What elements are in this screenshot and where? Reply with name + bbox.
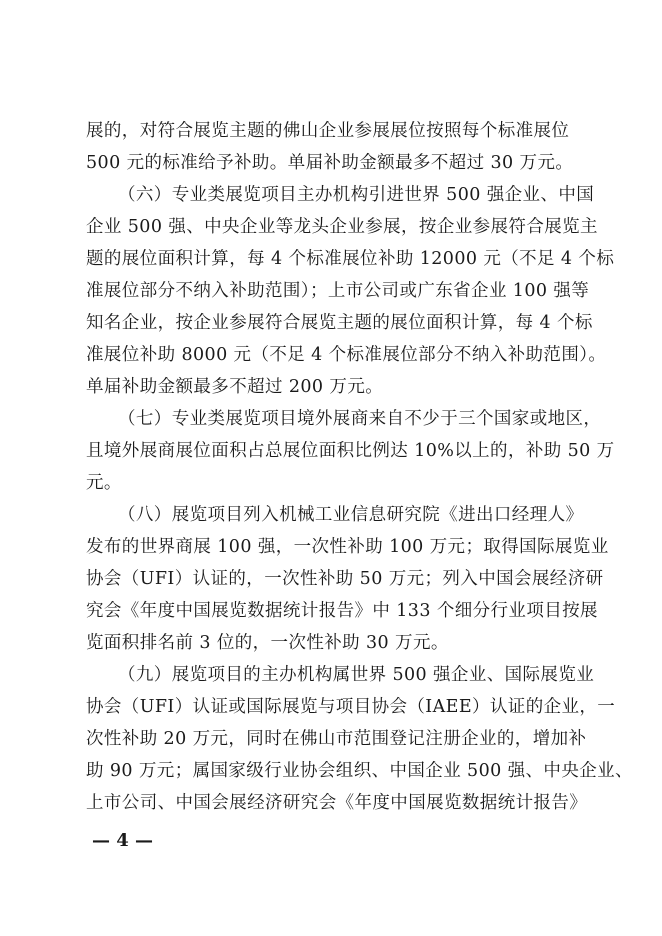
paragraph-line: 企业 500 强、中央企业等龙头企业参展，按企业参展符合展览主 [86,217,598,237]
paragraph-line: 单届补助金额最多不超过 200 万元。 [86,377,384,397]
paragraph-line: 元。 [86,473,122,493]
paragraph-line: 览面积排名前 3 位的，一次性补助 30 万元。 [86,633,449,653]
paragraph-line: （八）展览项目列入机械工业信息研究院《进出口经理人》 [118,505,584,525]
paragraph-line: （六）专业类展览项目主办机构引进世界 500 强企业、中国 [118,185,595,205]
paragraph-line: 知名企业，按企业参展符合展览主题的展位面积计算，每 4 个标 [86,313,593,333]
paragraph-line: 协会（UFI）认证的，一次性补助 50 万元；列入中国会展经济研 [86,569,604,589]
paragraph-line: 协会（UFI）认证或国际展览与项目协会（IAEE）认证的企业，一 [86,697,616,717]
paragraph-line: （九）展览项目的主办机构属世界 500 强企业、国际展览业 [118,665,595,685]
paragraph-line: 且境外展商展位面积占总展位面积比例达 10%以上的，补助 50 万 [86,441,615,461]
paragraph-line: 发布的世界商展 100 强，一次性补助 100 万元；取得国际展览业 [86,537,609,557]
paragraph-line: 上市公司、中国会展经济研究会《年度中国展览数据统计报告》 [86,793,588,813]
paragraph-line: 准展位部分不纳入补助范围）；上市公司或广东省企业 100 强等 [86,281,590,301]
paragraph-line: （七）专业类展览项目境外展商来自不少于三个国家或地区， [118,409,602,429]
paragraph-line: 500 元的标准给予补助。单届补助金额最多不超过 30 万元。 [86,153,574,173]
paragraph-line: 次性补助 20 万元，同时在佛山市范围登记注册企业的，增加补 [86,729,587,749]
paragraph-line: 助 90 万元；属国家级行业协会组织、中国企业 500 强、中央企业、 [86,761,633,781]
paragraph-line: 展的，对符合展览主题的佛山企业参展展位按照每个标准展位 [86,121,570,141]
paragraph-line: 题的展位面积计算，每 4 个标准展位补助 12000 元（不足 4 个标 [86,249,615,269]
paragraph-line: 究会《年度中国展览数据统计报告》中 133 个细分行业项目按展 [86,601,598,621]
page-number: — 4 — [92,830,154,851]
paragraph-line: 准展位补助 8000 元（不足 4 个标准展位部分不纳入补助范围）。 [86,345,607,365]
